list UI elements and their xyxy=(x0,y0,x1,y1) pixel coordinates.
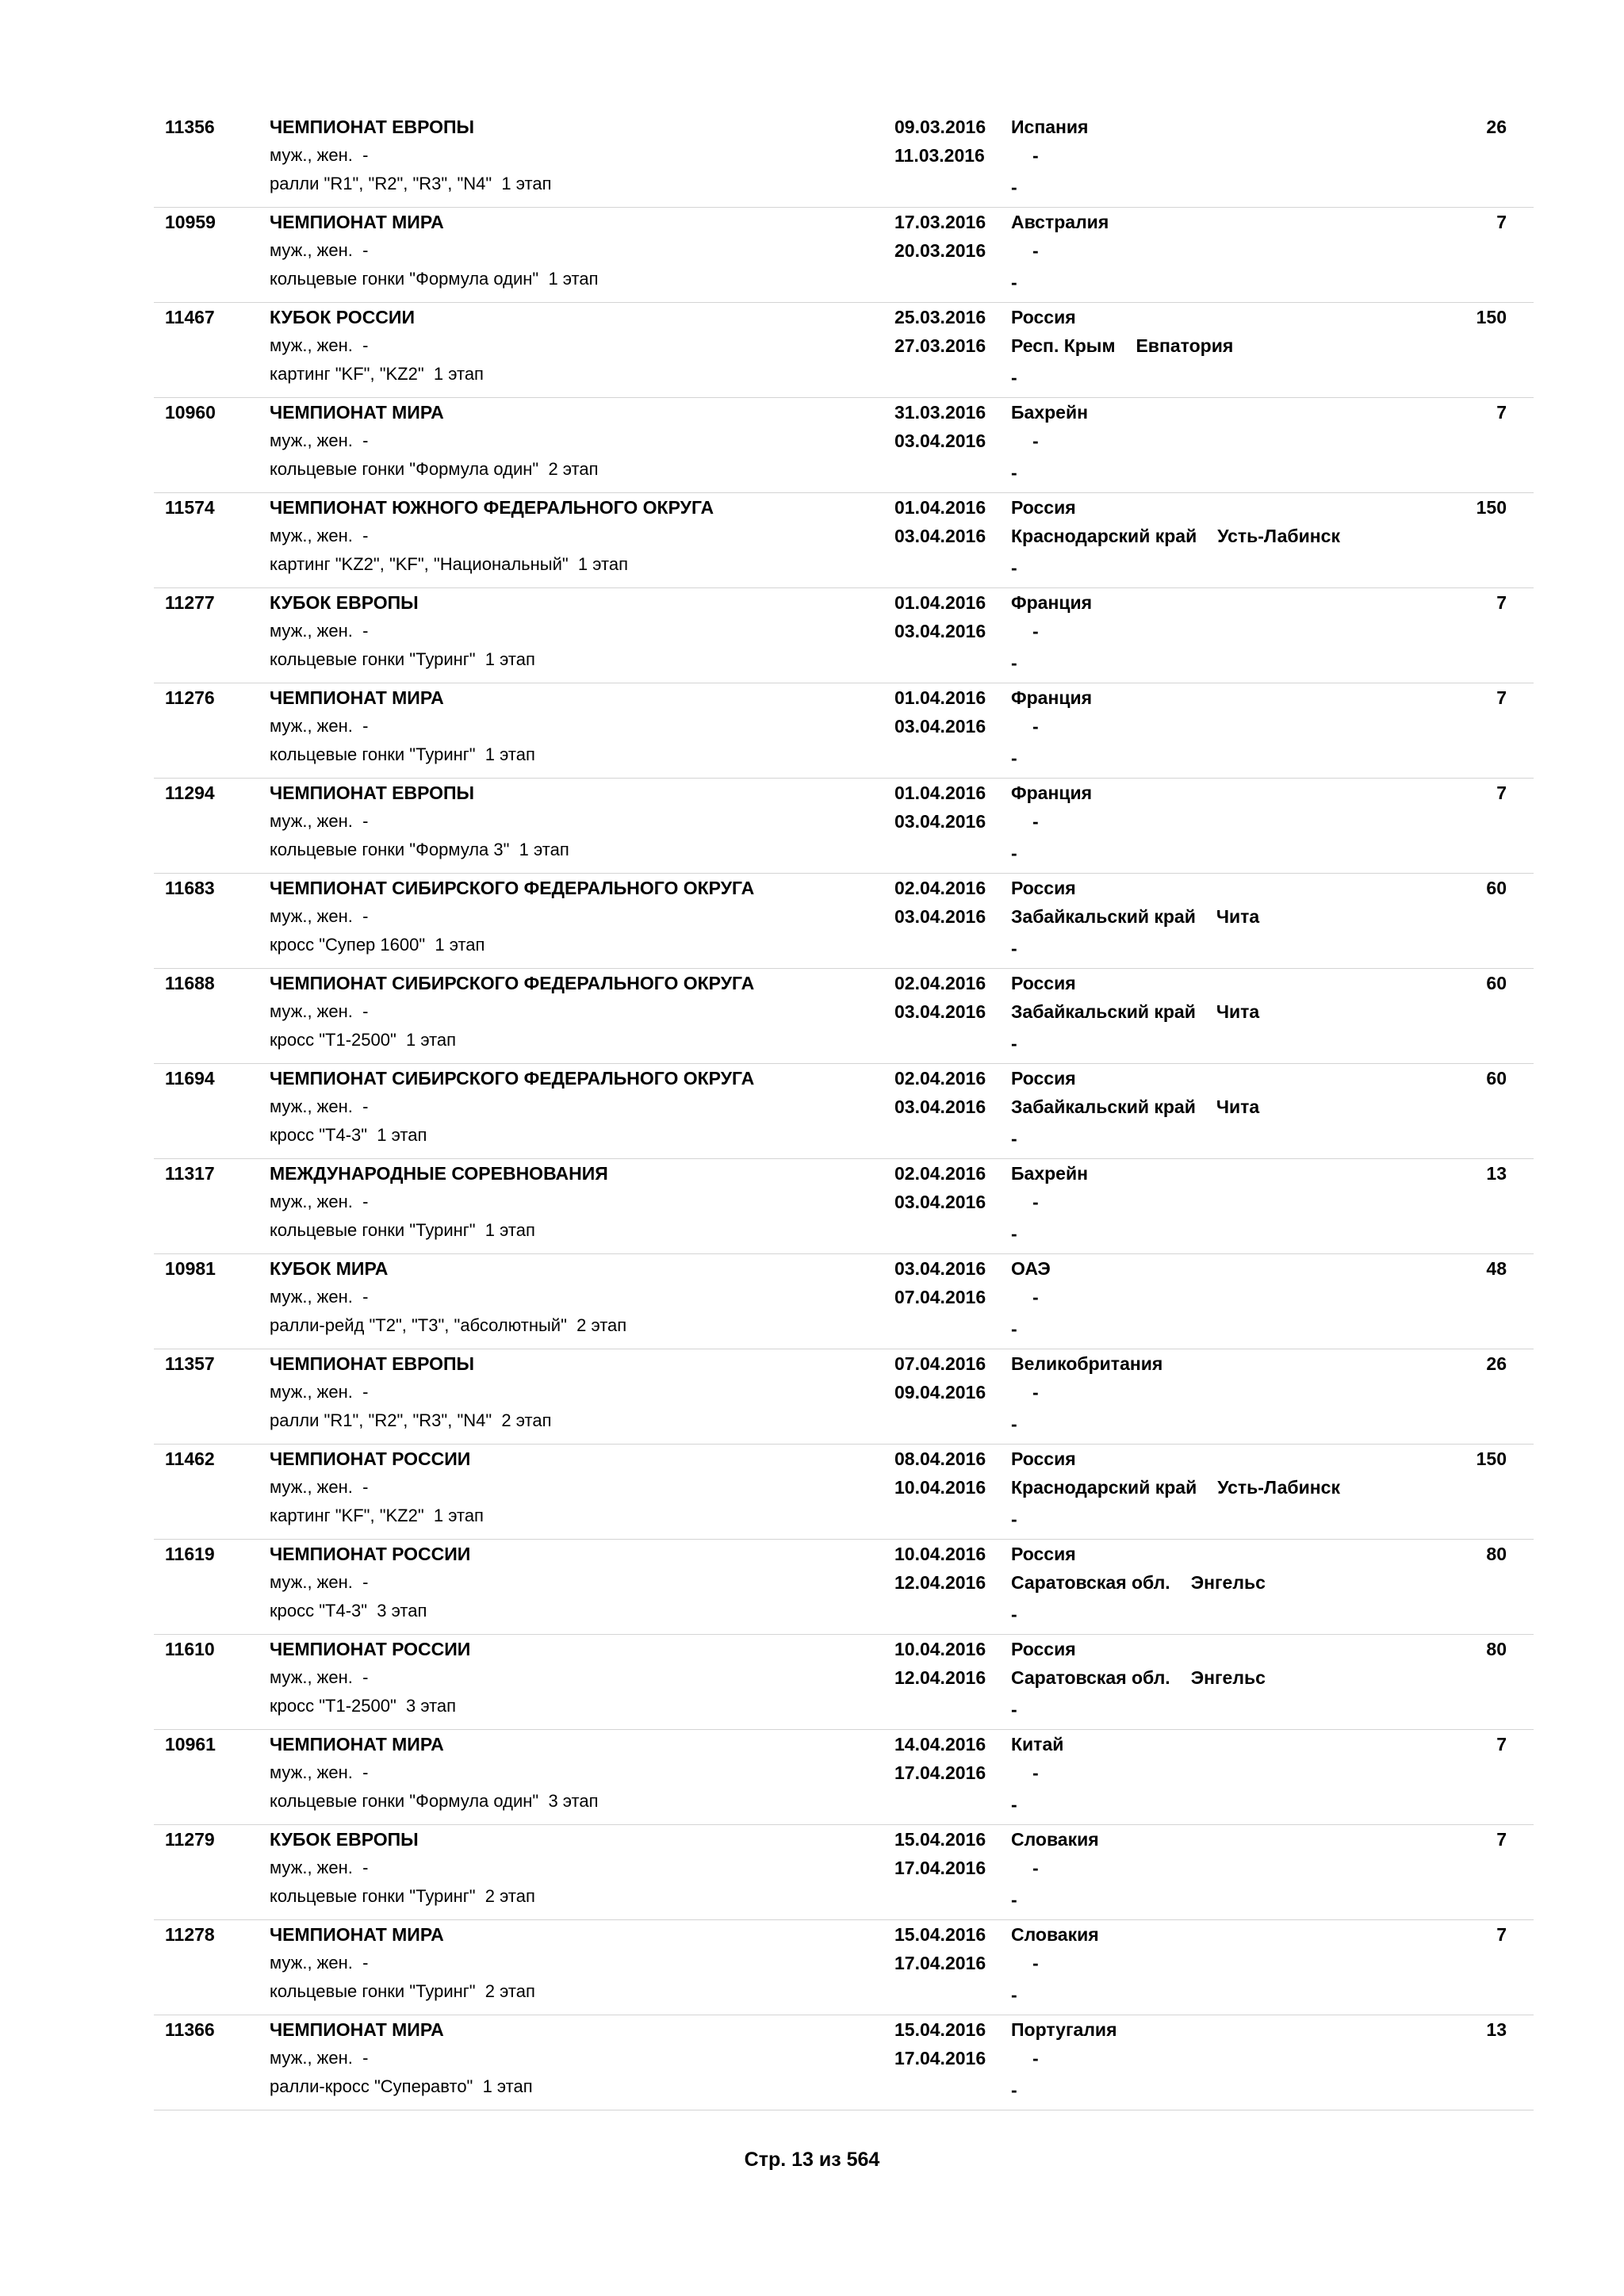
event-dash: - xyxy=(1011,938,1017,959)
event-date-start: 01.04.2016 xyxy=(894,497,986,518)
event-dash: - xyxy=(1011,2080,1017,2100)
event-location xyxy=(1011,1663,1266,1692)
event-gender: муж., жен. - xyxy=(270,1858,369,1877)
event-row xyxy=(154,2015,1534,2110)
event-country: Австралия xyxy=(1011,212,1109,232)
event-discipline: кросс "Т4-3" 3 этап xyxy=(270,1601,427,1621)
event-id: 11277 xyxy=(165,592,215,613)
event-title: ЧЕМПИОНАТ МИРА xyxy=(270,402,444,423)
event-location xyxy=(1032,236,1039,265)
event-gender: муж., жен. - xyxy=(270,240,369,260)
event-city: Чита xyxy=(1216,1096,1260,1117)
event-title: ЧЕМПИОНАТ ЕВРОПЫ xyxy=(270,1353,475,1374)
event-date-end: 10.04.2016 xyxy=(894,1477,986,1498)
event-date-start: 07.04.2016 xyxy=(894,1353,986,1374)
event-gender: муж., жен. - xyxy=(270,1001,369,1021)
event-id: 10960 xyxy=(165,402,216,423)
event-row xyxy=(154,969,1534,1064)
event-city: Евпатория xyxy=(1136,335,1234,356)
event-dash: - xyxy=(1011,748,1017,768)
event-date-end: 03.04.2016 xyxy=(894,430,986,451)
event-discipline: ралли "R1", "R2", "R3", "N4" 1 этап xyxy=(270,174,552,193)
event-date-end: 12.04.2016 xyxy=(894,1667,986,1688)
event-location xyxy=(1011,1473,1340,1502)
event-region: - xyxy=(1032,430,1039,451)
event-country: Россия xyxy=(1011,497,1076,518)
event-dash: - xyxy=(1011,1984,1017,2005)
event-location xyxy=(1011,902,1259,931)
event-gender: муж., жен. - xyxy=(270,1096,369,1116)
event-region: - xyxy=(1032,1192,1039,1212)
event-region: - xyxy=(1032,1382,1039,1402)
event-country: Китай xyxy=(1011,1734,1064,1755)
event-participants: 60 xyxy=(1486,1068,1507,1089)
event-gender: муж., жен. - xyxy=(270,1667,369,1687)
event-participants: 150 xyxy=(1476,307,1507,327)
event-country: Великобритания xyxy=(1011,1353,1163,1374)
event-region: - xyxy=(1032,1953,1039,1973)
event-id: 10959 xyxy=(165,212,216,232)
event-region: - xyxy=(1032,240,1039,261)
event-country: Россия xyxy=(1011,1068,1076,1089)
event-country: Россия xyxy=(1011,973,1076,993)
event-date-end: 17.04.2016 xyxy=(894,1858,986,1878)
event-id: 11688 xyxy=(165,973,215,993)
event-row xyxy=(154,398,1534,493)
event-title: ЧЕМПИОНАТ СИБИРСКОГО ФЕДЕРАЛЬНОГО ОКРУГА xyxy=(270,878,755,898)
event-discipline: кольцевые гонки "Туринг" 1 этап xyxy=(270,1220,535,1240)
event-city: Энгельс xyxy=(1190,1572,1266,1593)
event-participants: 80 xyxy=(1486,1544,1507,1564)
event-discipline: кольцевые гонки "Туринг" 1 этап xyxy=(270,744,535,764)
event-date-end: 03.04.2016 xyxy=(894,1192,986,1212)
event-city: Усть-Лабинск xyxy=(1217,526,1340,546)
event-date-start: 15.04.2016 xyxy=(894,2019,986,2040)
event-id: 11683 xyxy=(165,878,215,898)
event-gender: муж., жен. - xyxy=(270,1287,369,1307)
event-date-end: 27.03.2016 xyxy=(894,335,986,356)
event-date-end: 03.04.2016 xyxy=(894,811,986,832)
event-id: 11467 xyxy=(165,307,215,327)
event-region: Саратовская обл. xyxy=(1011,1572,1170,1593)
event-location xyxy=(1032,427,1039,455)
event-dash: - xyxy=(1011,1223,1017,1244)
event-dash: - xyxy=(1011,1794,1017,1815)
event-date-end: 17.04.2016 xyxy=(894,2048,986,2068)
event-date-start: 10.04.2016 xyxy=(894,1639,986,1659)
event-region: - xyxy=(1032,811,1039,832)
event-country: Словакия xyxy=(1011,1829,1099,1850)
event-participants: 60 xyxy=(1486,878,1507,898)
event-row xyxy=(154,208,1534,303)
event-row xyxy=(154,303,1534,398)
event-participants: 7 xyxy=(1496,1924,1507,1945)
event-region: - xyxy=(1032,1287,1039,1307)
event-date-start: 02.04.2016 xyxy=(894,1163,986,1184)
event-row xyxy=(154,1349,1534,1445)
event-country: Франция xyxy=(1011,592,1093,613)
event-id: 11694 xyxy=(165,1068,215,1089)
event-region: - xyxy=(1032,1762,1039,1783)
event-participants: 150 xyxy=(1476,497,1507,518)
event-date-end: 03.04.2016 xyxy=(894,526,986,546)
event-row xyxy=(154,874,1534,969)
event-gender: муж., жен. - xyxy=(270,1192,369,1211)
event-discipline: кольцевые гонки "Формула один" 2 этап xyxy=(270,459,599,479)
event-country: ОАЭ xyxy=(1011,1258,1051,1279)
event-gender: муж., жен. - xyxy=(270,1477,369,1497)
event-discipline: картинг "KF", "KZ2" 1 этап xyxy=(270,364,484,384)
event-date-end: 11.03.2016 xyxy=(894,145,985,166)
event-id: 11276 xyxy=(165,687,215,708)
event-id: 10981 xyxy=(165,1258,216,1279)
event-dash: - xyxy=(1011,1318,1017,1339)
event-date-end: 03.04.2016 xyxy=(894,906,986,927)
event-discipline: картинг "KZ2", "KF", "Национальный" 1 этап xyxy=(270,554,628,574)
event-date-end: 03.04.2016 xyxy=(894,1096,986,1117)
event-region: Забайкальский край xyxy=(1011,906,1196,927)
event-date-end: 17.04.2016 xyxy=(894,1953,986,1973)
event-date-start: 01.04.2016 xyxy=(894,592,986,613)
event-participants: 48 xyxy=(1486,1258,1507,1279)
page-footer: Стр. 13 из 564 xyxy=(744,2149,880,2171)
event-country: Россия xyxy=(1011,1448,1076,1469)
event-date-end: 03.04.2016 xyxy=(894,621,986,641)
event-dash: - xyxy=(1011,1604,1017,1624)
event-location xyxy=(1011,1093,1259,1121)
event-participants: 13 xyxy=(1486,1163,1507,1184)
event-participants: 80 xyxy=(1486,1639,1507,1659)
event-title: ЧЕМПИОНАТ РОССИИ xyxy=(270,1448,471,1469)
event-country: Португалия xyxy=(1011,2019,1117,2040)
event-discipline: кросс "Т4-3" 1 этап xyxy=(270,1125,427,1145)
event-title: ЧЕМПИОНАТ СИБИРСКОГО ФЕДЕРАЛЬНОГО ОКРУГА xyxy=(270,973,755,993)
event-id: 10961 xyxy=(165,1734,216,1755)
event-gender: муж., жен. - xyxy=(270,1572,369,1592)
event-participants: 7 xyxy=(1496,402,1507,423)
event-discipline: кросс "Т1-2500" 3 этап xyxy=(270,1696,457,1716)
event-discipline: ралли "R1", "R2", "R3", "N4" 2 этап xyxy=(270,1410,552,1430)
event-dash: - xyxy=(1011,843,1017,863)
event-title: ЧЕМПИОНАТ МИРА xyxy=(270,687,444,708)
event-title: ЧЕМПИОНАТ МИРА xyxy=(270,212,444,232)
event-country: Россия xyxy=(1011,1544,1076,1564)
event-city: Усть-Лабинск xyxy=(1217,1477,1340,1498)
event-gender: муж., жен. - xyxy=(270,1953,369,1973)
event-location xyxy=(1032,1283,1039,1311)
event-city: Чита xyxy=(1216,1001,1260,1022)
event-discipline: кольцевые гонки "Туринг" 1 этап xyxy=(270,649,535,669)
event-row xyxy=(154,493,1534,588)
event-location xyxy=(1011,997,1259,1026)
event-participants: 26 xyxy=(1486,1353,1507,1374)
event-id: 11294 xyxy=(165,783,215,803)
event-region: Забайкальский край xyxy=(1011,1001,1196,1022)
event-discipline: кольцевые гонки "Формула 3" 1 этап xyxy=(270,840,569,859)
event-location xyxy=(1032,1378,1039,1406)
event-region: Забайкальский край xyxy=(1011,1096,1196,1117)
event-row xyxy=(154,683,1534,779)
event-country: Россия xyxy=(1011,307,1076,327)
event-country: Испания xyxy=(1011,117,1089,137)
event-title: КУБОК МИРА xyxy=(270,1258,389,1279)
event-discipline: ралли-рейд "Т2", "Т3", "абсолютный" 2 этап xyxy=(270,1315,627,1335)
event-date-end: 20.03.2016 xyxy=(894,240,986,261)
event-region: Краснодарский край xyxy=(1011,1477,1197,1498)
event-date-start: 08.04.2016 xyxy=(894,1448,986,1469)
event-title: ЧЕМПИОНАТ МИРА xyxy=(270,1734,444,1755)
event-dash: - xyxy=(1011,1414,1017,1434)
event-region: - xyxy=(1032,716,1039,737)
event-discipline: кольцевые гонки "Туринг" 2 этап xyxy=(270,1981,535,2001)
event-gender: муж., жен. - xyxy=(270,145,369,165)
event-dash: - xyxy=(1011,557,1017,578)
event-date-end: 17.04.2016 xyxy=(894,1762,986,1783)
event-id: 11610 xyxy=(165,1639,215,1659)
event-dash: - xyxy=(1011,272,1017,293)
event-date-start: 02.04.2016 xyxy=(894,973,986,993)
event-row xyxy=(154,1920,1534,2015)
event-city: Чита xyxy=(1216,906,1260,927)
event-title: ЧЕМПИОНАТ ЕВРОПЫ xyxy=(270,783,475,803)
event-id: 11619 xyxy=(165,1544,215,1564)
event-location xyxy=(1011,1568,1266,1597)
event-date-start: 09.03.2016 xyxy=(894,117,986,137)
event-country: Бахрейн xyxy=(1011,1163,1088,1184)
event-gender: муж., жен. - xyxy=(270,335,369,355)
event-discipline: кольцевые гонки "Формула один" 3 этап xyxy=(270,1791,599,1811)
event-date-start: 01.04.2016 xyxy=(894,687,986,708)
event-list xyxy=(154,113,1534,2110)
event-title: МЕЖДУНАРОДНЫЕ СОРЕВНОВАНИЯ xyxy=(270,1163,608,1184)
event-participants: 7 xyxy=(1496,687,1507,708)
event-date-start: 17.03.2016 xyxy=(894,212,986,232)
event-row xyxy=(154,1254,1534,1349)
event-region: Саратовская обл. xyxy=(1011,1667,1170,1688)
event-gender: муж., жен. - xyxy=(270,811,369,831)
event-id: 11278 xyxy=(165,1924,215,1945)
event-row xyxy=(154,1064,1534,1159)
event-location xyxy=(1011,522,1340,550)
event-country: Франция xyxy=(1011,687,1093,708)
event-date-end: 07.04.2016 xyxy=(894,1287,986,1307)
event-row xyxy=(154,113,1534,208)
event-date-start: 15.04.2016 xyxy=(894,1829,986,1850)
event-date-end: 12.04.2016 xyxy=(894,1572,986,1593)
event-participants: 7 xyxy=(1496,592,1507,613)
event-title: КУБОК ЕВРОПЫ xyxy=(270,1829,419,1850)
event-title: КУБОК РОССИИ xyxy=(270,307,415,327)
event-region: - xyxy=(1032,145,1039,166)
event-discipline: кольцевые гонки "Формула один" 1 этап xyxy=(270,269,599,289)
event-location xyxy=(1032,617,1039,645)
event-location xyxy=(1032,1188,1039,1216)
event-date-start: 01.04.2016 xyxy=(894,783,986,803)
event-discipline: кольцевые гонки "Туринг" 2 этап xyxy=(270,1886,535,1906)
event-row xyxy=(154,1159,1534,1254)
event-title: ЧЕМПИОНАТ ЕВРОПЫ xyxy=(270,117,475,137)
event-region: - xyxy=(1032,2048,1039,2068)
event-id: 11462 xyxy=(165,1448,215,1469)
event-participants: 7 xyxy=(1496,212,1507,232)
event-title: ЧЕМПИОНАТ РОССИИ xyxy=(270,1544,471,1564)
event-gender: муж., жен. - xyxy=(270,1382,369,1402)
event-id: 11357 xyxy=(165,1353,215,1374)
event-gender: муж., жен. - xyxy=(270,2048,369,2068)
event-dash: - xyxy=(1011,367,1017,388)
event-gender: муж., жен. - xyxy=(270,526,369,545)
event-location xyxy=(1032,141,1039,170)
event-date-end: 03.04.2016 xyxy=(894,1001,986,1022)
event-region: Краснодарский край xyxy=(1011,526,1197,546)
event-participants: 7 xyxy=(1496,783,1507,803)
event-date-start: 15.04.2016 xyxy=(894,1924,986,1945)
event-participants: 26 xyxy=(1486,117,1507,137)
event-dash: - xyxy=(1011,462,1017,483)
event-date-start: 10.04.2016 xyxy=(894,1544,986,1564)
event-discipline: картинг "KF", "KZ2" 1 этап xyxy=(270,1506,484,1525)
event-participants: 150 xyxy=(1476,1448,1507,1469)
event-row xyxy=(154,779,1534,874)
event-title: ЧЕМПИОНАТ СИБИРСКОГО ФЕДЕРАЛЬНОГО ОКРУГА xyxy=(270,1068,755,1089)
event-row xyxy=(154,1635,1534,1730)
event-id: 11317 xyxy=(165,1163,215,1184)
event-title: ЧЕМПИОНАТ РОССИИ xyxy=(270,1639,471,1659)
event-participants: 60 xyxy=(1486,973,1507,993)
event-location xyxy=(1032,712,1039,740)
event-date-start: 02.04.2016 xyxy=(894,878,986,898)
event-participants: 7 xyxy=(1496,1829,1507,1850)
event-gender: муж., жен. - xyxy=(270,716,369,736)
event-gender: муж., жен. - xyxy=(270,906,369,926)
event-dash: - xyxy=(1011,1889,1017,1910)
event-title: КУБОК ЕВРОПЫ xyxy=(270,592,419,613)
event-dash: - xyxy=(1011,652,1017,673)
event-city: Энгельс xyxy=(1190,1667,1266,1688)
event-country: Словакия xyxy=(1011,1924,1099,1945)
event-title: ЧЕМПИОНАТ ЮЖНОГО ФЕДЕРАЛЬНОГО ОКРУГА xyxy=(270,497,714,518)
event-date-start: 02.04.2016 xyxy=(894,1068,986,1089)
event-country: Россия xyxy=(1011,878,1076,898)
event-country: Россия xyxy=(1011,1639,1076,1659)
event-participants: 7 xyxy=(1496,1734,1507,1755)
event-title: ЧЕМПИОНАТ МИРА xyxy=(270,2019,444,2040)
event-date-start: 03.04.2016 xyxy=(894,1258,986,1279)
event-row xyxy=(154,1825,1534,1920)
event-country: Франция xyxy=(1011,783,1093,803)
event-row xyxy=(154,1540,1534,1635)
event-id: 11279 xyxy=(165,1829,215,1850)
event-gender: муж., жен. - xyxy=(270,430,369,450)
event-location xyxy=(1032,807,1039,836)
event-row xyxy=(154,588,1534,683)
event-gender: муж., жен. - xyxy=(270,621,369,641)
event-location xyxy=(1032,1949,1039,1977)
event-discipline: ралли-кросс "Суперавто" 1 этап xyxy=(270,2076,533,2096)
event-date-start: 31.03.2016 xyxy=(894,402,986,423)
event-dash: - xyxy=(1011,1033,1017,1054)
event-dash: - xyxy=(1011,1509,1017,1529)
event-title: ЧЕМПИОНАТ МИРА xyxy=(270,1924,444,1945)
event-region: - xyxy=(1032,1858,1039,1878)
event-discipline: кросс "Супер 1600" 1 этап xyxy=(270,935,485,955)
event-id: 11366 xyxy=(165,2019,215,2040)
event-date-end: 03.04.2016 xyxy=(894,716,986,737)
event-date-end: 09.04.2016 xyxy=(894,1382,986,1402)
event-participants: 13 xyxy=(1486,2019,1507,2040)
event-discipline: кросс "Т1-2500" 1 этап xyxy=(270,1030,457,1050)
event-id: 11356 xyxy=(165,117,215,137)
event-row xyxy=(154,1730,1534,1825)
event-country: Бахрейн xyxy=(1011,402,1088,423)
event-row xyxy=(154,1445,1534,1540)
event-dash: - xyxy=(1011,1699,1017,1720)
event-location xyxy=(1032,1854,1039,1882)
event-date-start: 25.03.2016 xyxy=(894,307,986,327)
event-location xyxy=(1032,2044,1039,2072)
event-gender: муж., жен. - xyxy=(270,1762,369,1782)
event-location xyxy=(1032,1758,1039,1787)
event-dash: - xyxy=(1011,177,1017,197)
event-location xyxy=(1011,331,1233,360)
event-region: Респ. Крым xyxy=(1011,335,1116,356)
event-dash: - xyxy=(1011,1128,1017,1149)
event-id: 11574 xyxy=(165,497,215,518)
event-date-start: 14.04.2016 xyxy=(894,1734,986,1755)
event-region: - xyxy=(1032,621,1039,641)
